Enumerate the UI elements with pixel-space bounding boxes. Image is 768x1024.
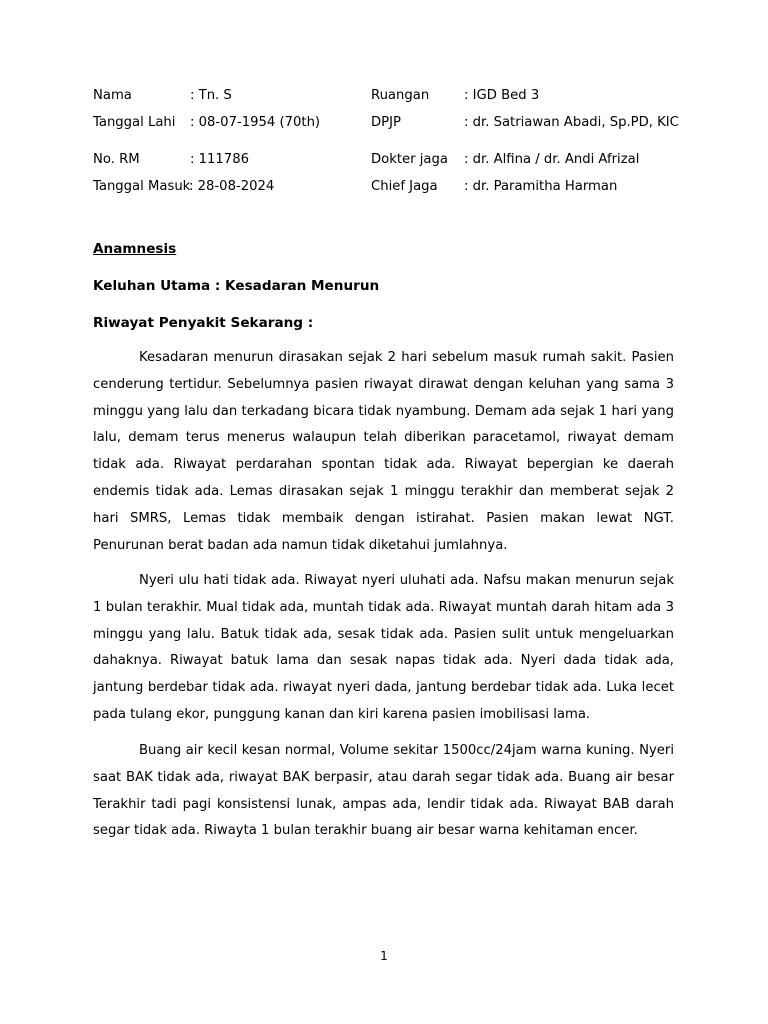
value-dpjp: : dr. Satriawan Abadi, Sp.PD, KIC xyxy=(464,115,679,130)
value-nama: : Tn. S xyxy=(190,88,232,103)
label-nama: Nama xyxy=(93,88,132,103)
label-ruangan: Ruangan xyxy=(371,88,430,103)
label-dpjp: DPJP xyxy=(371,115,401,130)
value-chief-jaga: : dr. Paramitha Harman xyxy=(464,179,618,194)
value-ruangan: : IGD Bed 3 xyxy=(464,88,540,103)
value-tanggal-lahir: : 08-07-1954 (70th) xyxy=(190,115,321,130)
riwayat-penyakit-sekarang-heading: Riwayat Penyakit Sekarang : xyxy=(93,315,314,331)
paragraph-1: Kesadaran menurun dirasakan sejak 2 hari sebelum masuk rumah sakit. Pasien cenderung tertidur. Sebelumnya pasien riwayat dirawat dengan keluhan yang sama 3 minggu yang lalu dan terkadang bicara tidak nyambung. Demam ada sejak 1 hari yang lalu, demam terus menerus walaupun telah diberikan paracetamol, riwayat demam tidak ada. Riwayat perdarahan spontan tidak ada. Riwayat bepergian ke daerah endemis tidak ada. Lemas dirasakan sejak 1 minggu terakhir dan memberat sejak 2 hari SMRS, Lemas tidak membaik dengan istirahat. Pasien makan lewat NGT. Penurunan berat badan ada namun tidak diketahui jumlahnya. xyxy=(93,350,674,553)
label-tanggal-masuk: Tanggal Masuk xyxy=(93,179,191,194)
paragraph-2: Nyeri ulu hati tidak ada. Riwayat nyeri uluhati ada. Nafsu makan menurun sejak 1 bulan terakhir. Mual tidak ada, muntah tidak ada. Riwayat muntah darah hitam ada 3 minggu yang lalu. Batuk tidak ada, sesak tidak ada. Pasien sulit untuk mengeluarkan dahaknya. Riwayat batuk lama dan sesak napas tidak ada. Nyeri dada tidak ada, jantung berdebar tidak ada. riwayat nyeri dada, jantung berdebar tidak ada. Luka lecet pada tulang ekor, punggung kanan dan kiri karena pasien imobilisasi lama. xyxy=(93,573,674,722)
label-no-rm: No. RM xyxy=(93,152,140,167)
header-row-no-rm xyxy=(93,150,693,170)
header-row-tanggal-lahir xyxy=(93,113,693,133)
label-chief-jaga: Chief Jaga xyxy=(371,179,438,194)
paragraph-3: Buang air kecil kesan normal, Volume sekitar 1500cc/24jam warna kuning. Nyeri saat BAK tidak ada, riwayat BAK berpasir, atau darah segar tidak ada. Buang air besar Terakhir tadi pagi konsistensi lunak, ampas ada, lendir tidak ada. Riwayat BAB darah segar tidak ada. Riwayta 1 bulan terakhir buang air besar warna kehitaman encer. xyxy=(93,743,674,839)
keluhan-utama-heading: Keluhan Utama : Kesadaran Menurun xyxy=(93,278,380,294)
anamnesis-heading: Anamnesis xyxy=(93,241,177,257)
value-tanggal-masuk: : 28-08-2024 xyxy=(189,179,275,194)
value-dokter-jaga: : dr. Alfina / dr. Andi Afrizal xyxy=(464,152,640,167)
label-tanggal-lahir: Tanggal Lahi xyxy=(93,115,176,130)
header-row-tanggal-masuk xyxy=(93,177,693,197)
header-row-nama xyxy=(93,86,693,106)
value-no-rm: : 111786 xyxy=(190,152,249,167)
page-number: 1 xyxy=(380,949,388,963)
label-dokter-jaga: Dokter jaga xyxy=(371,152,448,167)
